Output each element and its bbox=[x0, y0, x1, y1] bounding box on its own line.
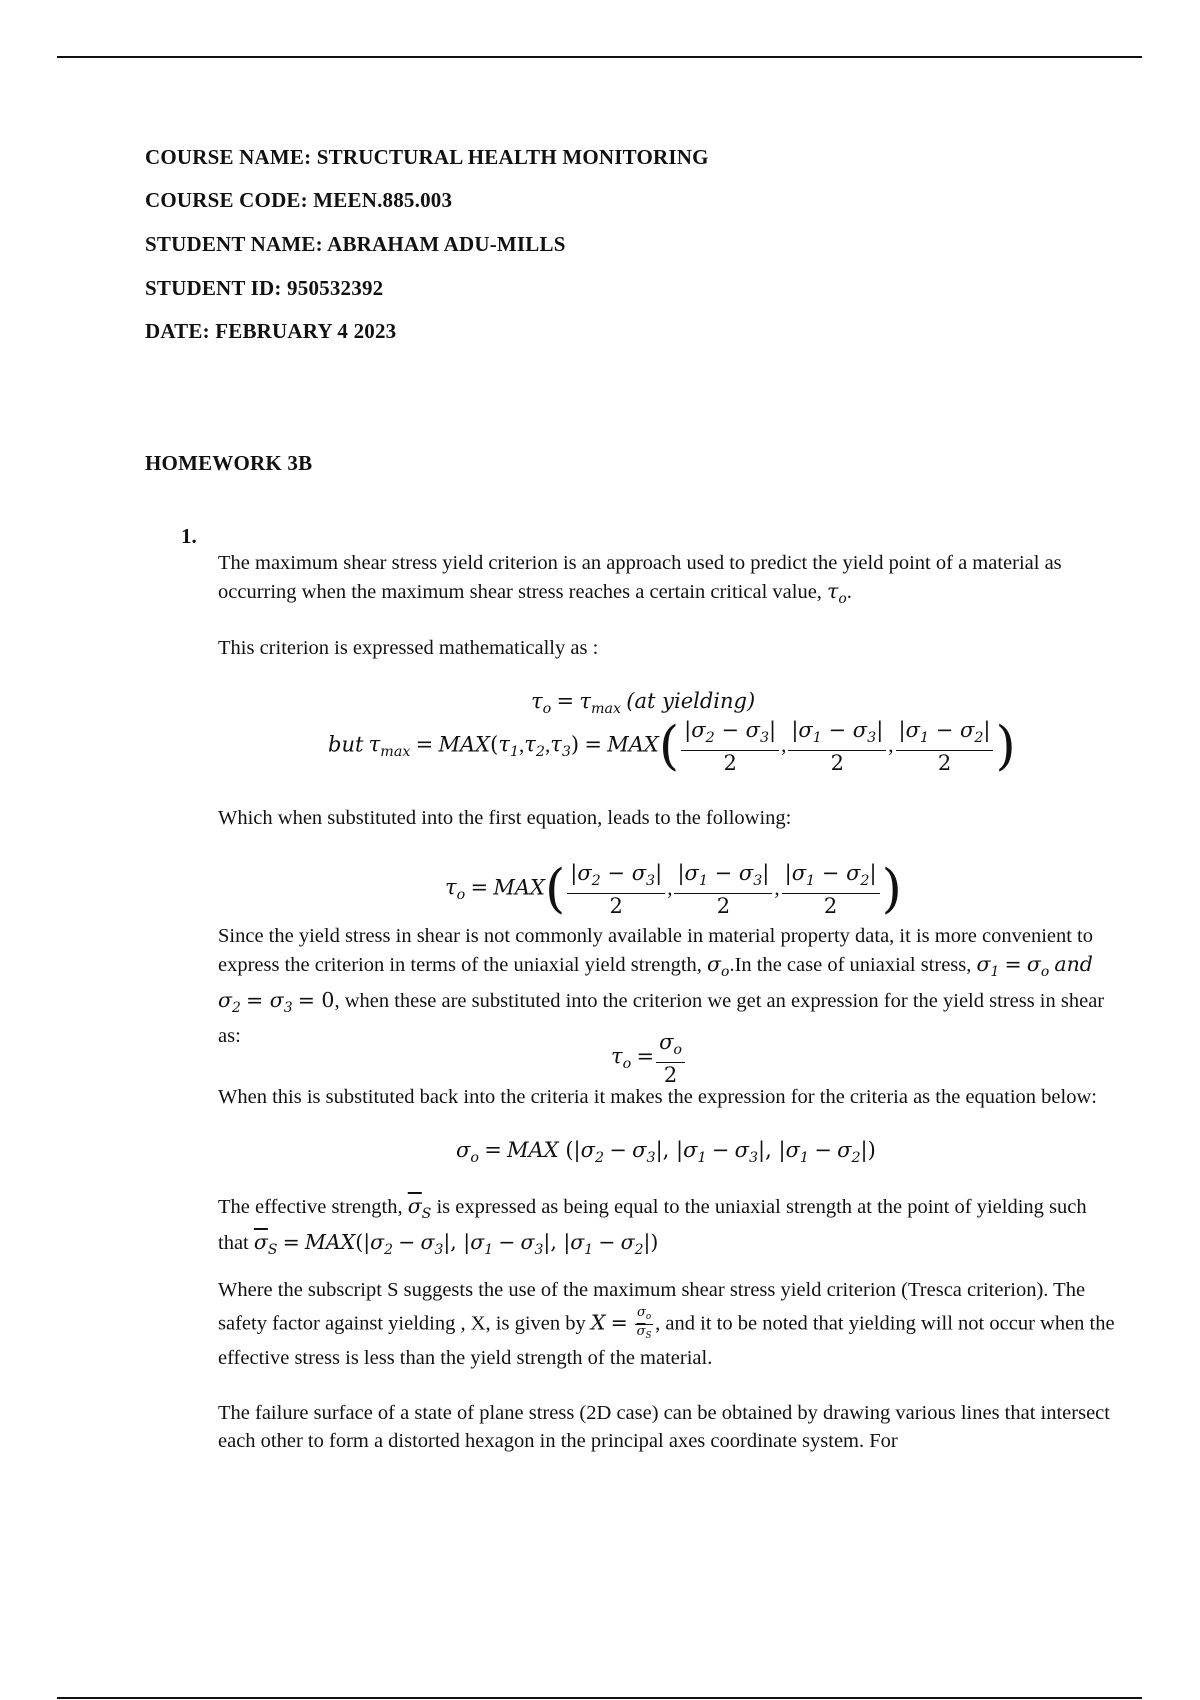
equation-tau-o: $\tau_o = MAX$( $\frac{|\sigma_2 - \sigma_3|}{2}$ , $\frac{|\sigma_1 - \sigma_3|}{2}$ , $\frac{|\sigma_1 - \sigma_2|}{2}$ ) bbox=[445, 859, 902, 920]
top-rule bbox=[57, 56, 1142, 58]
equation-tau-max: but $\tau_{max} = MAX(\tau_1,\tau_2,\tau_3) = MAX$( $\frac{|\sigma_2 - \sigma_3|}{2}$ , $\frac{|\sigma_1 - \sigma_3|}{2}$ , $\frac{|\sigma_1 - \sigma_2|}{2}$ ) bbox=[328, 716, 1016, 777]
paragraph-safety-factor: Where the subscript S suggests the use of the maximum shear stress yield criterion (Tresca criterion). The safety factor against yielding , X, is given by X = $\frac{\sigma_o}{\overline{\sigma}_S}$ , and it to be noted that yielding will not occur when the effective stress is less than the yield strength of the material. bbox=[218, 1279, 1115, 1370]
date: DATE: FEBRUARY 4 2023 bbox=[145, 319, 397, 343]
paragraph-failure-surface: The failure surface of a state of plane stress (2D case) can be obtained by drawing various lines that intersect each other to form a distorted hexagon in the principal axes coordinate system. For bbox=[218, 1402, 1110, 1452]
course-code: COURSE CODE: MEEN.885.003 bbox=[145, 188, 453, 212]
paragraph-intro: The maximum shear stress yield criterion is an approach used to predict the yield point of a material as occurring when the maximum shear stress reaches a certain critical value, $\tau_o$. bbox=[218, 552, 1062, 607]
student-id: STUDENT ID: 950532392 bbox=[145, 276, 384, 300]
equation-yielding: $\tau_o = \tau_{max}$ (at yielding) bbox=[531, 689, 756, 717]
paragraph-criteria: When this is substituted back into the criteria it makes the expression for the criteria as the equation below: bbox=[218, 1086, 1097, 1108]
equation-sigma-o: $\sigma_o$ = MAX ($|\sigma_2 - \sigma_3|$, $|\sigma_1 - \sigma_3|$, $|\sigma_1 - \sigma_2|$) bbox=[456, 1138, 876, 1166]
paragraph-expressed: This criterion is expressed mathematically as : bbox=[218, 637, 599, 659]
question-number: 1. bbox=[181, 524, 197, 548]
course-name: COURSE NAME: STRUCTURAL HEALTH MONITORING bbox=[145, 145, 709, 169]
homework-title: HOMEWORK 3B bbox=[145, 451, 313, 475]
bottom-rule bbox=[57, 1697, 1142, 1699]
student-name: STUDENT NAME: ABRAHAM ADU-MILLS bbox=[145, 232, 566, 256]
equation-shear-yield: $\tau_o$ = $\frac{\sigma_o}{2}$ bbox=[611, 1030, 687, 1087]
paragraph-effective-strength: The effective strength, $\overline{\sigma}_S$ is expressed as being equal to the uniaxial strength at the point of yielding such that $\overline{\sigma}_S = MAX(|\sigma_2 - \sigma_3|$, $|\sigma_1 - \sigma_3|$, $|\sigma_1 - \sigma_2|$) bbox=[218, 1194, 1087, 1258]
paragraph-uniaxial: Since the yield stress in shear is not commonly available in material property data, it is more convenient to express the criterion in terms of the uniaxial yield strength, $\sigma_o.In$ the case of uniaxial stress, $\sigma_1 = \sigma_o$ and $\sigma_2 = \sigma_3 = 0$, when these are substituted into the criterion we get an expression for the yield stress in shear as: bbox=[218, 925, 1105, 1047]
paragraph-substituted: Which when substituted into the first equation, leads to the following: bbox=[218, 807, 792, 829]
